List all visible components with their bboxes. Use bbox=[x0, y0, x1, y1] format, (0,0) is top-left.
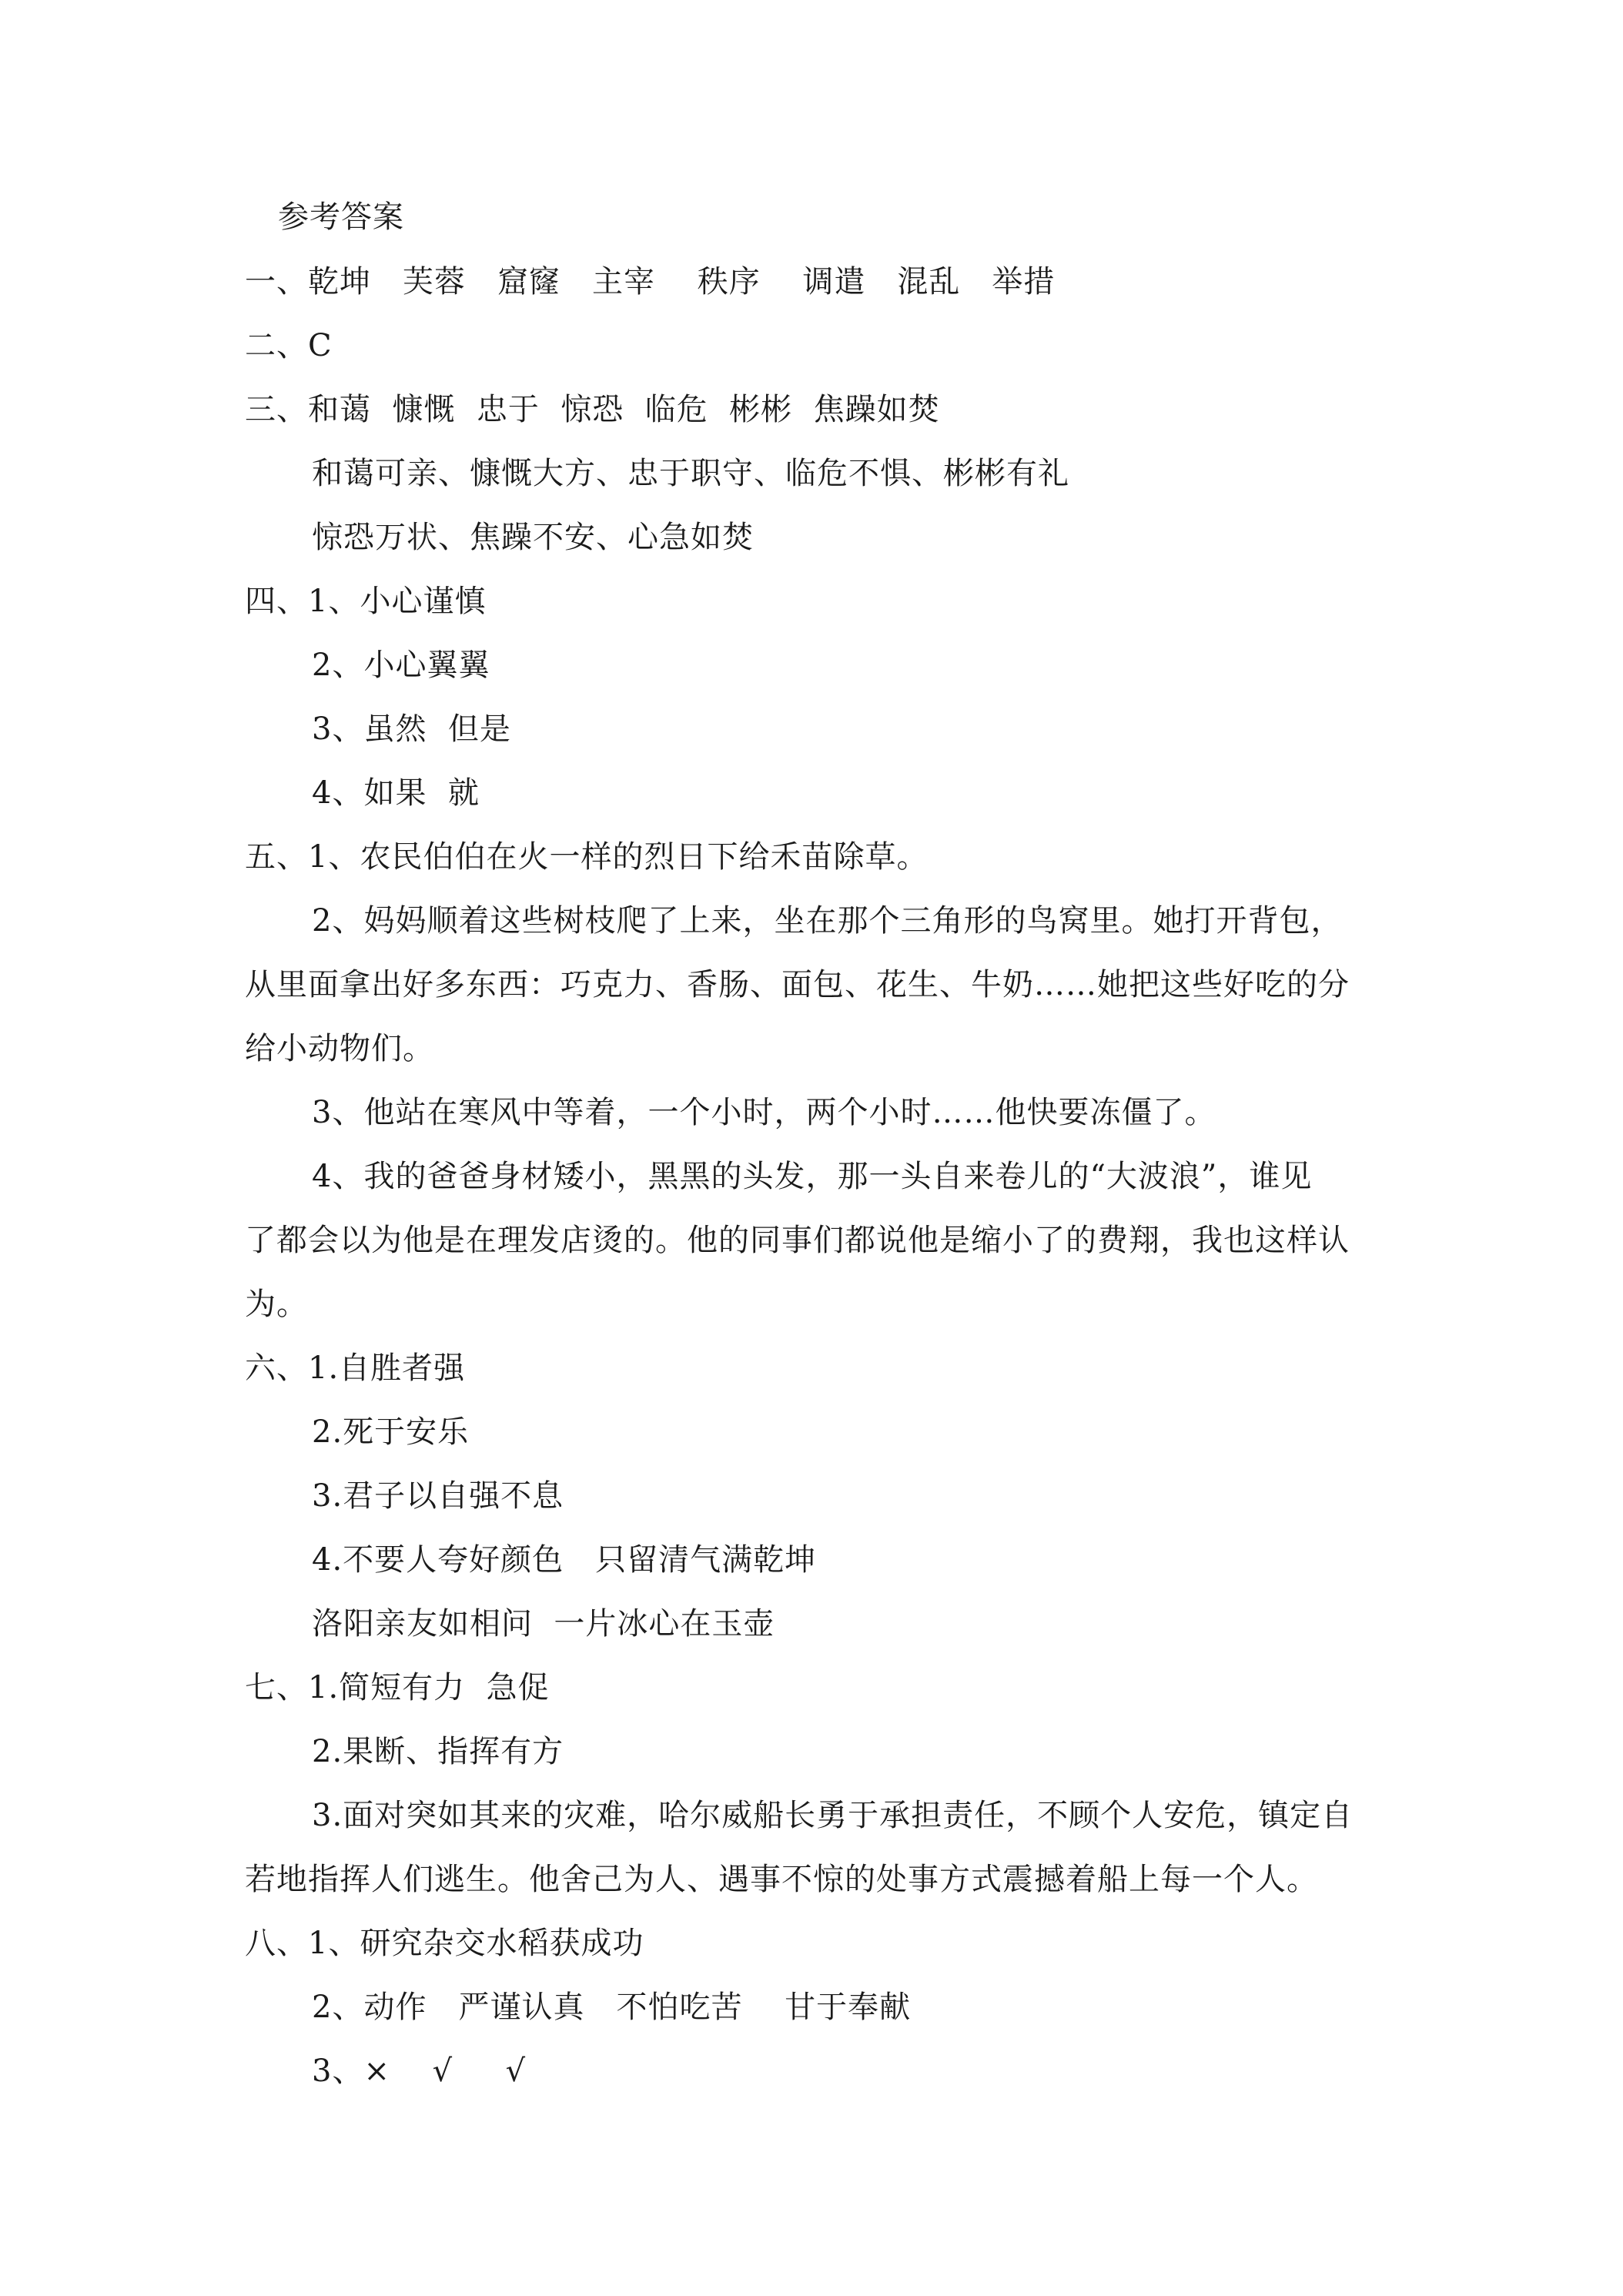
answer-line: 为。 bbox=[245, 1287, 308, 1322]
answer-line: 惊恐万状、焦躁不安、心急如焚 bbox=[312, 520, 754, 555]
answer-line: 洛阳亲友如相问 一片冰心在玉壶 bbox=[312, 1606, 775, 1642]
answer-line: 了都会以为他是在理发店烫的。他的同事们都说他是缩小了的费翔，我也这样认 bbox=[245, 1223, 1350, 1258]
answer-line: 3、虽然 但是 bbox=[312, 711, 511, 747]
answer-line: 一、乾坤 芙蓉 窟窿 主宰 秩序 调遣 混乱 举措 bbox=[245, 264, 1056, 300]
page-title: 参考答案 bbox=[278, 199, 404, 235]
answer-line: 4、如果 就 bbox=[312, 775, 480, 811]
answer-line: 从里面拿出好多东西：巧克力、香肠、面包、花生、牛奶……她把这些好吃的分 bbox=[245, 967, 1350, 1002]
answer-line: 二、C bbox=[245, 328, 333, 363]
answer-line: 给小动物们。 bbox=[245, 1031, 434, 1066]
answer-line: 2、小心翼翼 bbox=[312, 648, 490, 683]
answer-line: 五、1、农民伯伯在火一样的烈日下给禾苗除草。 bbox=[245, 839, 929, 875]
answer-line: 若地指挥人们逃生。他舍己为人、遇事不惊的处事方式震撼着船上每一个人。 bbox=[245, 1862, 1318, 1897]
answer-line: 2、动作 严谨认真 不怕吃苦 甘于奉献 bbox=[312, 1990, 912, 2025]
answer-line: 四、1、小心谨慎 bbox=[245, 584, 487, 619]
answer-line: 4、我的爸爸身材矮小，黑黑的头发，那一头自来卷儿的“大波浪”，谁见 bbox=[312, 1159, 1313, 1194]
answer-line: 3.君子以自强不息 bbox=[312, 1478, 564, 1514]
answer-line: 六、1.自胜者强 bbox=[245, 1350, 466, 1386]
answer-line: 2.果断、指挥有方 bbox=[312, 1734, 564, 1769]
answer-line: 八、1、研究杂交水稻获成功 bbox=[245, 1926, 644, 1961]
answer-line: 2、妈妈顺着这些树枝爬了上来，坐在那个三角形的鸟窝里。她打开背包， bbox=[312, 903, 1343, 939]
answer-line: 3、× √ √ bbox=[312, 2053, 527, 2089]
answer-line: 2.死于安乐 bbox=[312, 1414, 470, 1450]
answer-line: 七、1.简短有力 急促 bbox=[245, 1670, 550, 1705]
answer-line: 和蔼可亲、慷慨大方、忠于职守、临危不惧、彬彬有礼 bbox=[312, 456, 1069, 491]
answer-line: 4.不要人夸好颜色 只留清气满乾坤 bbox=[312, 1542, 817, 1578]
answer-line: 3.面对突如其来的灾难，哈尔威船长勇于承担责任，不顾个人安危，镇定自 bbox=[312, 1798, 1354, 1833]
answer-line: 三、和蔼 慷慨 忠于 惊恐 临危 彬彬 焦躁如焚 bbox=[245, 392, 940, 427]
answer-line: 3、他站在寒风中等着，一个小时，两个小时……他快要冻僵了。 bbox=[312, 1095, 1216, 1130]
